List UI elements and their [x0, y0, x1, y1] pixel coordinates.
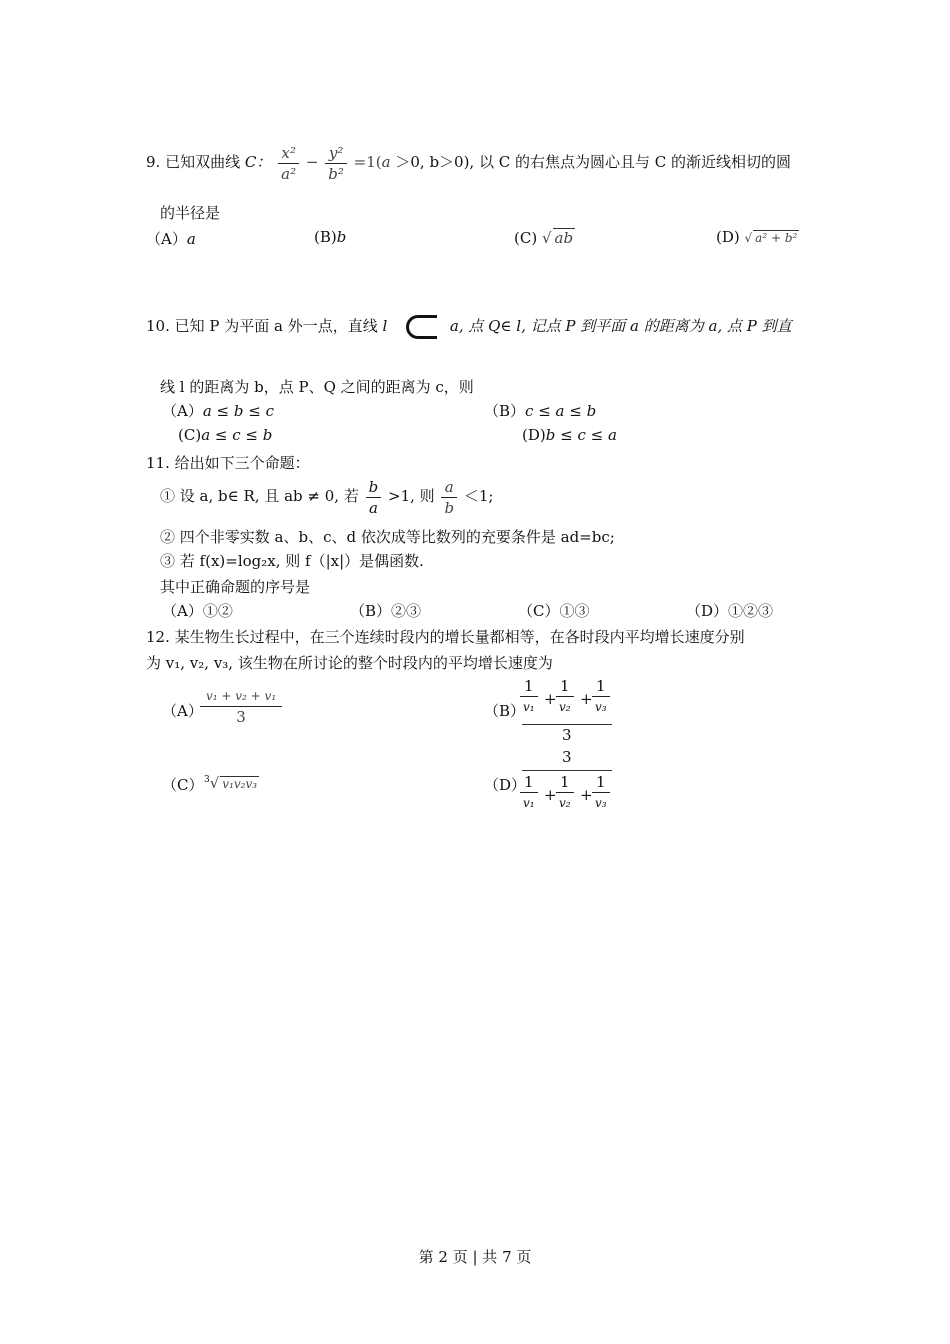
q9-line2: 的半径是: [160, 204, 221, 222]
q11-option-c: （C）①③: [518, 602, 590, 620]
q9-option-a: （A）a: [146, 230, 196, 248]
q9-text-1: 9. 已知双曲线: [146, 153, 241, 171]
q10-option-b: （B）c ≤ a ≤ b: [484, 402, 597, 420]
q9-cond: ＞0, b＞0), 以 C 的右焦点为圆心且与 C 的渐近线相切的圆: [395, 153, 792, 171]
q10-line2: 线 l 的距离为 b，点 P、Q 之间的距离为 c，则: [160, 378, 474, 396]
q12-option-a-formula: v₁ + v₂ + v₁ 3: [200, 686, 282, 727]
q11-option-b: （B）②③: [350, 602, 422, 620]
q12-option-d-label: （D）: [484, 776, 527, 794]
q11-option-d: （D）①②③: [686, 602, 774, 620]
q12-option-c-formula: $^3$√ v₁v₂v₃: [204, 774, 258, 792]
q9-frac-x: $\frac{\text{x²}}{\text{a²}}$: [278, 143, 299, 184]
q10-var-l: l: [382, 317, 388, 335]
q9-line1: [146, 140, 791, 184]
q11-option-a: （A）①②: [162, 602, 233, 620]
q9-option-d: (D) √ a² + b²: [716, 228, 798, 246]
q9-minus: −: [305, 153, 319, 171]
q10-text-1: 10. 已知 P 为平面 a 外一点，直线: [146, 317, 378, 335]
q9-eq: =1(: [353, 153, 382, 171]
sqrt-icon: √: [541, 229, 552, 247]
q11-prop-3: ③ 若 f(x)=log₂x, 则 f（|x|）是偶函数.: [160, 552, 424, 570]
q10-text-2: a, 点 Q∈ l, 记点 P 到平面 a 的距离为 a, 点 P 到直: [449, 317, 792, 335]
q9-option-c: (C) √ ab: [514, 229, 574, 247]
q9-var-a: a: [381, 153, 391, 171]
q9-option-b: (B)b: [314, 228, 347, 246]
q12-option-b-label: （B）: [484, 702, 526, 720]
q12-line1: 12. 某生物生长过程中，在三个连续时段内的增长量都相等，在各时段内平均增长速度分别: [146, 628, 745, 646]
q12-option-c-label: （C）: [162, 776, 204, 794]
sqrt-icon: √: [209, 774, 220, 792]
q9-frac-y: $\frac{\text{y²}}{\text{b²}}$: [325, 143, 347, 184]
subset-icon: [406, 315, 437, 339]
q10-option-a: （A）a ≤ b ≤ c: [162, 402, 274, 420]
q12-option-a-label: （A）: [162, 702, 203, 720]
sqrt-icon: √: [744, 231, 753, 245]
q10-option-c: (C)a ≤ c ≤ b: [178, 426, 273, 444]
q11-ask: 其中正确命题的序号是: [160, 578, 311, 596]
q10-option-d: (D)b ≤ c ≤ a: [522, 426, 617, 444]
q11-title: 11. 给出如下三个命题：: [146, 454, 310, 472]
page-footer: 第 2 页 | 共 7 页: [418, 1248, 532, 1266]
q11-frac-ba: $\frac{b}{a}$: [366, 477, 382, 518]
q11-prop-2: ② 四个非零实数 a、b、c、d 依次成等比数列的充要条件是 ad=bc;: [160, 528, 615, 546]
q10-line1: [146, 312, 792, 340]
q11-frac-ab: $\frac{a}{b}$: [441, 477, 457, 518]
q9-var-c: C：: [244, 153, 272, 171]
q11-prop-1: ① 设 a, b∈ R, 且 ab ≠ 0, 若 $\frac{b}{a}$ >1, 则 $\frac{a}{b}$ ＜1;: [160, 477, 494, 517]
q12-line2: 为 v₁, v₂, v₃, 该生物在所讨论的整个时段内的平均增长速度为: [146, 654, 553, 672]
